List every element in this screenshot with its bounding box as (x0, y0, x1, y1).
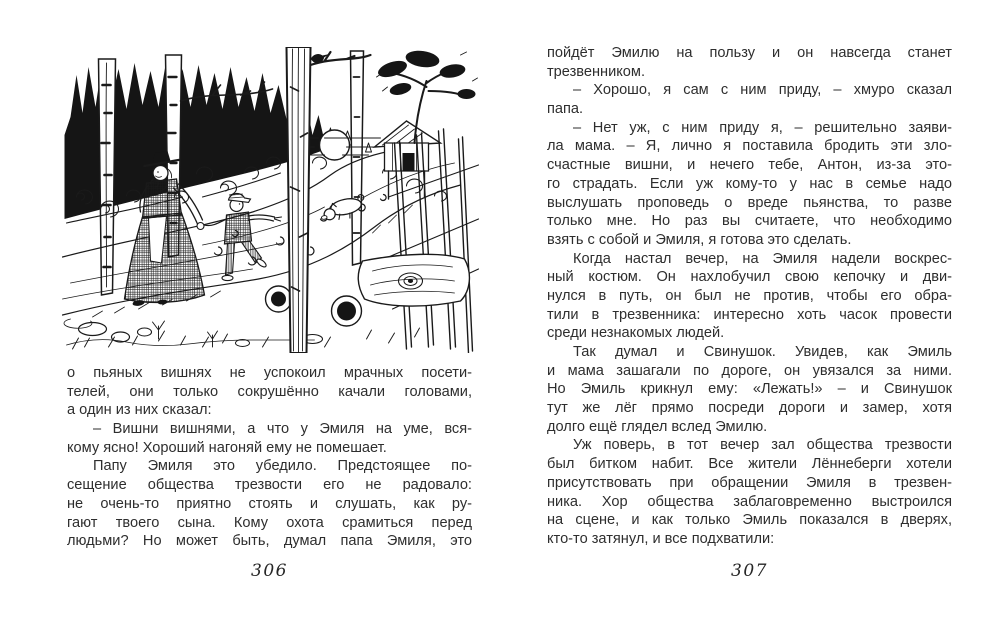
text-line: сещение общества трезвости его не радовало: (67, 477, 472, 494)
text-line: был битком набит. Все жители Лённеберги хотели (547, 456, 952, 473)
text-line: папа. (547, 101, 584, 118)
text-line: гают твоего сына. Кому охота срамиться перед (67, 514, 472, 531)
text-line: – Хорошо, я сам с ним приду, – хмуро сказал (573, 82, 952, 99)
text-line: о пьяных вишнях не успокоил мрачных посети- (67, 365, 472, 381)
text-line: на сцене, и как только Эмиль показался в дверях, (547, 512, 952, 529)
text-line: присутствовать при обращении Эмиля в трезвен- (547, 474, 952, 491)
left-page-text (67, 364, 472, 551)
text-line: нулся в путь, он был не против, чтобы его обра- (547, 287, 952, 304)
text-line: и мама зашагали по дороге, он увязался за ними. (547, 362, 952, 379)
text-line: ный костюм. Он нахлобучил свою кепочку и дви- (547, 269, 952, 286)
text-line: взять с собой и Эмиля, я готова это сделать. (547, 231, 852, 248)
text-line: людьми? Но может быть, думал папа Эмиля, это (67, 533, 472, 550)
text-line: Так думал и Свинушок. Увидев, как Эмиль (573, 344, 952, 360)
right-page-number: 307 (731, 561, 768, 581)
mid-trunk (351, 51, 364, 265)
text-line: долго ещё глядел вслед Эмилю. (547, 418, 768, 435)
deciduous-tree (376, 49, 477, 143)
text-line: телей, они только сокрушённо качали головами, (67, 383, 472, 400)
right-page (500, 0, 1000, 636)
text-line: не очень-то приятно стоять и слушать, как ру- (67, 495, 472, 512)
text-line: выслушать проповедь о вреде пьянства, то разве (547, 194, 952, 211)
text-line: Папу Эмиля это убедило. Предстоящее по- (93, 458, 472, 475)
text-line: Уж поверь, в тот вечер зал общества трезвости (573, 437, 952, 454)
text-line: среди незнакомых людей. (547, 325, 725, 342)
text-line: кто-то затянул, и все подхватили: (547, 530, 775, 547)
text-line: Но Эмиль крикнул ему: «Лежать!» – и Свинушок (547, 381, 952, 398)
text-line: пойдёт Эмилю на пользу и он навсегда станет (547, 45, 952, 61)
text-line: ла мама. – Я, лично я поставила бродить эти зло- (547, 138, 952, 155)
text-line: трезвенником. (547, 63, 646, 80)
text-line: – Вишни вишнями, а что у Эмиля на уме, вся- (93, 421, 472, 438)
left-page-number: 306 (251, 561, 288, 581)
book-illustration (62, 47, 479, 353)
text-line: ника. Хор общества заблаговременно выстроился (547, 493, 952, 510)
text-line: тили в трезвенника: интересно хоть часок провести (547, 306, 952, 323)
text-line: только мне. Но раз вы считаете, что необходимо (547, 213, 952, 230)
text-line: Когда настал вечер, на Эмиля надели воскрес- (573, 250, 952, 267)
right-page-text (547, 44, 952, 549)
text-line: а один из них сказал: (67, 402, 212, 419)
text-line: – Нет уж, с ним приду я, – решительно заяви- (573, 119, 952, 136)
hut (375, 121, 441, 199)
text-line: го страдать. Если уж кому-то у нас в семье надо (547, 175, 952, 192)
illustration (62, 47, 479, 353)
text-line: кому ясно! Хороший нагоняй ему не помешает. (67, 439, 387, 456)
text-line: счастные вишни, и нечего тебе, Антон, из-за это- (547, 157, 952, 174)
text-line: тут же лёг прямо посреди дороги и замер, хотя (547, 400, 952, 417)
